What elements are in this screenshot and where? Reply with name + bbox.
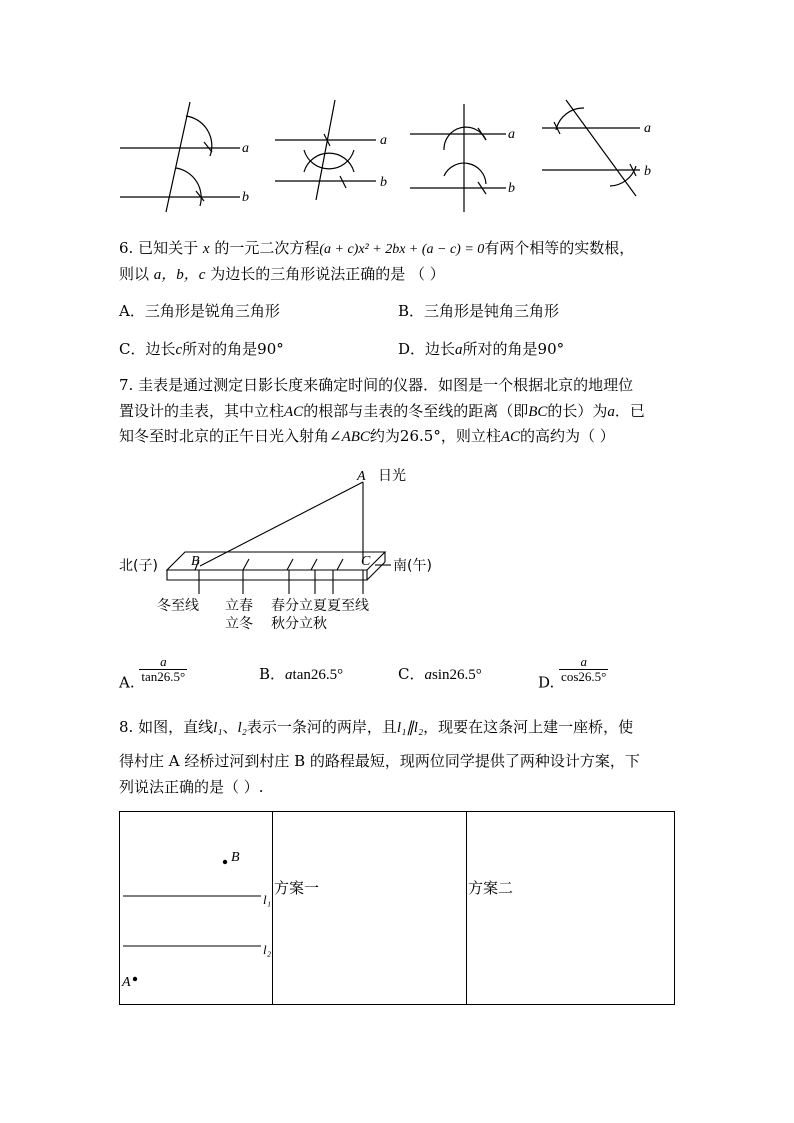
figure-1: [120, 102, 240, 212]
q6-option-a[interactable]: A．三角形是锐角三角形: [119, 302, 280, 320]
q6-option-d[interactable]: D．边长a所对的角是90°: [398, 340, 565, 358]
slab-front: [167, 570, 367, 580]
gnomon-winter-solstice: 冬至线: [157, 598, 199, 614]
gnomon-label-c: C: [361, 554, 371, 569]
gnomon-label-b: B: [191, 554, 200, 569]
gnomon-north: 北(子): [119, 558, 158, 574]
point-a: [133, 977, 137, 981]
fig3-label-b: b: [508, 181, 515, 196]
fig1-label-b: b: [242, 190, 249, 205]
figure-4: [542, 100, 640, 196]
plan2-label: 方案二: [468, 879, 514, 897]
fig4-label-b: b: [644, 164, 651, 179]
q8-line1: 8. 如图，直线l₁、l₂表示一条河的两岸，且l₁∥l₂，现要在这条河上建一座桥，使: [119, 718, 634, 736]
point-a-label: A: [122, 975, 131, 990]
point-b: [223, 860, 227, 864]
q6-option-b[interactable]: B．三角形是钝角三角形: [398, 302, 560, 320]
gnomon-figure: [115, 462, 445, 632]
construction-figures: [0, 0, 794, 230]
gnomon-autumn-equinox: 秋分立秋: [271, 616, 327, 632]
sunlight-ray: [200, 482, 363, 566]
q8-line2: 得村庄 A 经桥过河到村庄 B 的路程最短，现两位同学提供了两种设计方案，下: [119, 752, 640, 770]
figure-3: [410, 104, 506, 212]
q7-option-b[interactable]: B．atan26.5°: [259, 665, 344, 683]
figure-2: [275, 100, 376, 200]
line-l1-label: l₁: [263, 892, 272, 907]
gnomon-lidong: 立冬: [225, 616, 253, 632]
q6-line2: 则以 a，b，c 为边长的三角形说法正确的是 （ ）: [119, 265, 445, 283]
q7-option-a-fraction: $\frac{a}{\tan 26.5^\circ}$: [141, 654, 186, 684]
q7-option-c[interactable]: C．asin26.5°: [398, 665, 482, 683]
q7-option-d-fraction: $\frac{a}{\cos 26.5^\circ}$: [561, 654, 607, 684]
plan2-cell: [467, 812, 675, 1005]
q7-line1: 7. 圭表是通过测定日影长度来确定时间的仪器．如图是一个根据北京的地理位: [119, 376, 634, 394]
plan1-label: 方案一: [274, 879, 320, 897]
q7-option-a[interactable]: A. $\frac{a}{\tan 26.5^\circ}$: [119, 654, 186, 692]
slab-top: [167, 552, 385, 570]
gnomon-south: 南(午): [393, 558, 432, 574]
gnomon-lichun: 立春: [225, 598, 253, 614]
line-l2-label: l₂: [263, 942, 272, 957]
point-b-label: B: [231, 850, 240, 865]
fig1-label-a: a: [242, 141, 249, 156]
fig3-label-a: a: [508, 127, 515, 142]
gnomon-label-a: A: [357, 469, 366, 484]
q6-option-c[interactable]: C．边长c所对的角是90°: [119, 340, 284, 358]
river-diagram: [120, 812, 272, 1004]
gnomon-spring-equinox: 春分立夏夏至线: [271, 598, 369, 614]
q6-line1: 6. 已知关于 x 的一元二次方程(a + c)x² + 2bx + (a − c) = 0有两个相等的实数根，: [119, 239, 635, 257]
plan1-cell: [273, 812, 467, 1005]
q7-line3: 知冬至时北京的正午日光入射角∠ABC约为26.5°，则立柱AC的高约为（ ）: [119, 427, 615, 445]
q7-line2: 置设计的圭表，其中立柱AC的根部与圭表的冬至线的距离（即BC的长）为a．已: [119, 402, 645, 420]
q7-option-d[interactable]: D. $\frac{a}{\cos 26.5^\circ}$: [538, 654, 607, 692]
fig4-label-a: a: [644, 121, 651, 136]
plan-table: [119, 811, 675, 1005]
river-diagram-cell: [120, 812, 273, 1005]
q6-equation: (a + c)x² + 2bx + (a − c) = 0: [319, 242, 485, 257]
fig2-label-a: a: [380, 133, 387, 148]
gnomon-sunlight: 日光: [378, 468, 406, 484]
fig2-label-b: b: [380, 175, 387, 190]
q8-line3: 列说法正确的是（ ）.: [119, 778, 264, 796]
